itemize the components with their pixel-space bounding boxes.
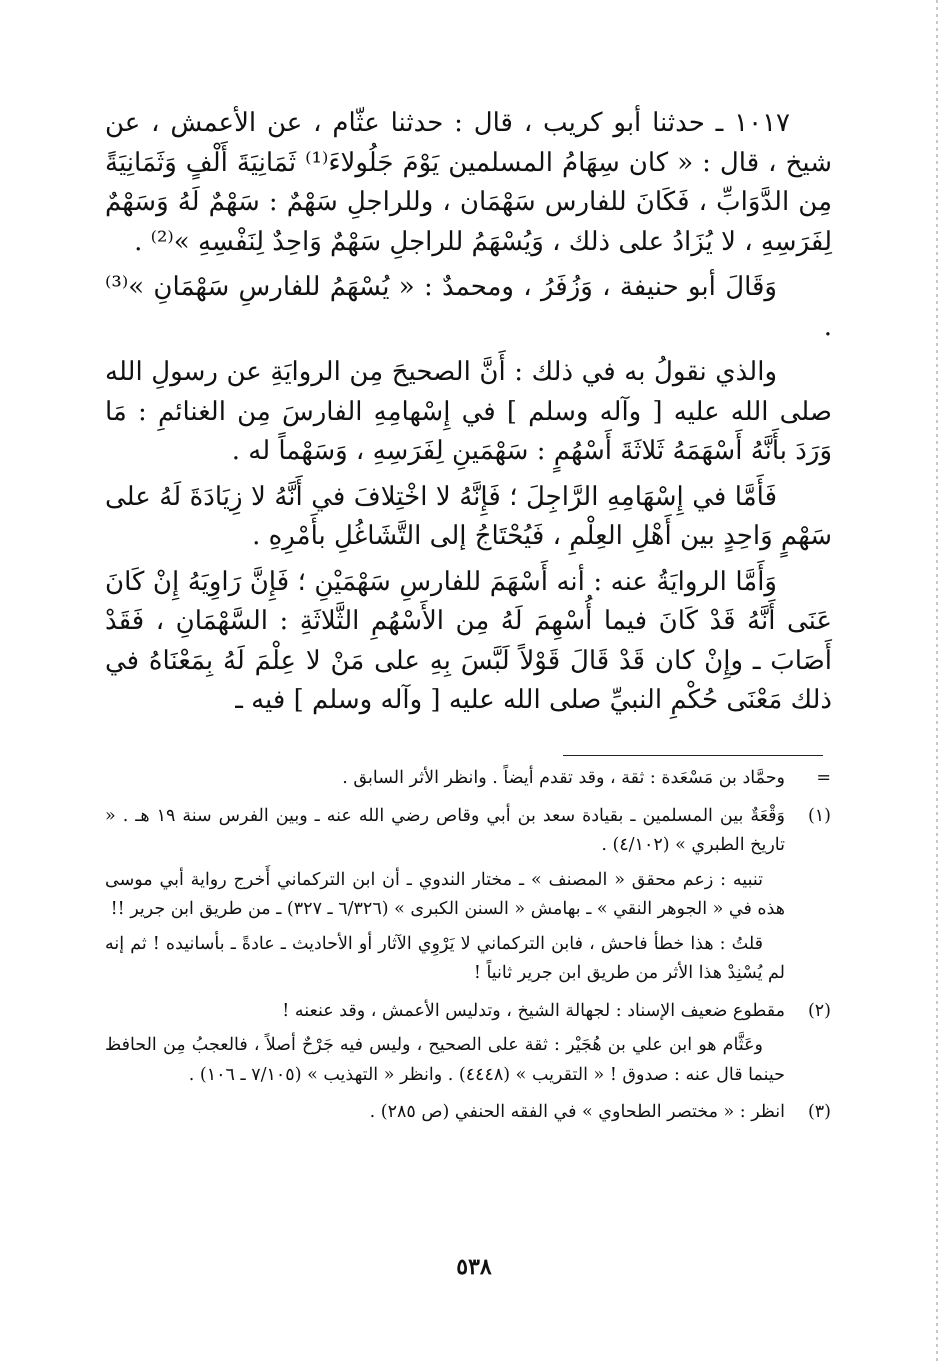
footnote-separator (563, 755, 823, 756)
main-paragraph: فَأَمَّا في إِسْهَامِهِ الرَّاجِلَ ؛ فَإِنَّهُ لا اخْتِلافَ في أَنَّهُ لا زِيَادَةَ لَهُ على سَهْمٍ وَاحِدٍ بين أَهْلِ العِلْمِ ، فَيُحْتَاجُ إلى التَّشَاغُلِ بأَمْرِهِ . (105, 481, 832, 551)
main-paragraph: والذي نقولُ به في ذلك : أَنَّ الصحيحَ مِن الروايَةِ عن رسولِ الله صلى الله عليه [ وآله وسلم ] في إِسْهامِهِ الفارسَ مِن الغنائمِ : مَا وَرَدَ بأَنَّهُ أَسْهَمَهُ ثَلاثَةَ أَسْهُمٍ : سَهْمَينِ لِفَرَسِهِ ، وَسَهْماً له . (105, 357, 832, 466)
footnote-continuation (105, 764, 831, 799)
footnote-paragraph: انظر : « مختصر الطحاوي » في الفقه الحنفي (ص ٢٨٥) . (369, 1102, 785, 1122)
footnote-1 (105, 802, 831, 994)
main-paragraph: ١٠١٧ ـ حدثنا أبو كريب ، قال : حدثنا عثّام ، عن الأعمش ، عن شيخ ، قال : « كان سِهَامُ المسلمين يَوْمَ جَلُولاءَ⁽¹⁾ ثَمَانِيَةَ أَلْفٍ وَثَمَانِيَةً مِن الدَّوَابِّ ، فَكَانَ للفارس سَهْمَان ، وللراجلِ سَهْمٌ : سَهْمٌ لَهُ وَسَهْمٌ لِفَرَسِهِ ، لا يُزَادُ على ذلك ، وَيُسْهَمُ للراجلِ سَهْمٌ وَاحِدٌ لِنَفْسِهِ »⁽²⁾ . (105, 108, 832, 257)
footnote-number: (٣) (807, 1102, 831, 1122)
footnotes (105, 764, 831, 1136)
footnote-2 (105, 997, 831, 1096)
footnote-paragraph: مقطوع ضعيف الإسناد : لجهالة الشيخ ، وتدليس الأعمش ، وقد عنعنه ! (282, 1000, 785, 1021)
footnote-paragraph: تنبيه : زعم محقق « المصنف » ـ مختار الندوي ـ أن ابن التركماني أَخرج رواية أبي موسى هذه في « الجوهر النقي » ـ بهامش « السنن الكبرى » (٦/٣٢٦ ـ ٣٢٧) ـ من طريق ابن جرير !! (105, 869, 785, 919)
main-paragraph: وَأَمَّا الروايَةُ عنه : أنه أَسْهَمَ للفارسِ سَهْمَيْنِ ؛ فَإِنَّ رَاوِيَهُ إِنْ كَانَ عَنَى أَنَّهُ قَدْ كَانَ فيما أُسْهِمَ لَهُ مِن الأَسْهُمِ الثَّلاثَةِ : السَّهْمَانِ ، فَقَدْ أَصَابَ ـ وإِنْ كان قَدْ قَالَ قَوْلاً لَبَّسَ بِهِ على مَنْ لا عِلْمَ لَهُ بِمَعْنَاهُ في ذلك مَعْنَى حُكْمِ النبيِّ صلى الله عليه [ وآله وسلم ] فيه ـ (105, 566, 832, 715)
scan-edge-line (936, 0, 938, 1363)
footnote-paragraph: قلتُ : هذا خطأ فاحش ، فابن التركماني لا يَرْوِي الآثار أو الأحاديث ـ عادةً ـ بأسانيده ! ثم إنه لم يُسْنِدْ هذا الأثر من طريق ابن جرير ثانياً ! (105, 933, 785, 983)
page-number: ٥٣٨ (456, 1254, 492, 1280)
footnote-3 (105, 1098, 831, 1133)
footnote-paragraph: وحمَّاد بن مَسْعَدة : ثقة ، وقد تقدم أيضاً . وانظر الأثر السابق . (342, 768, 785, 788)
footnote-number: (١) (807, 805, 831, 826)
continuation-mark: = (816, 768, 831, 788)
main-text (105, 104, 832, 727)
footnote-paragraph: وعَثَّام هو ابن علي بن هُجَيْر : ثقة على الصحيح ، وليس فيه جَرْحٌ أصلاً ، فالعجبُ مِن الحافظ حينما قال عنه : صدوق ! « التقريب » (٤٤٤٨) . وانظر « التهذيب » (٧/١٠٥ ـ ١٠٦) . (105, 1035, 785, 1085)
footnote-number: (٢) (807, 1000, 831, 1021)
footnote-paragraph: وَقْعَةٌ بين المسلمين ـ بقيادة سعد بن أبي وقاص رضي الله عنه ـ وبين الفرس سنة ١٩ هـ . « تاريخ الطبري » (٤/١٠٢) . (105, 805, 785, 855)
main-paragraph: وَقَالَ أبو حنيفة ، وَزُفَرُ ، ومحمدٌ : « يُسْهَمُ للفارسِ سَهْمَانِ »⁽³⁾ . (105, 272, 832, 342)
